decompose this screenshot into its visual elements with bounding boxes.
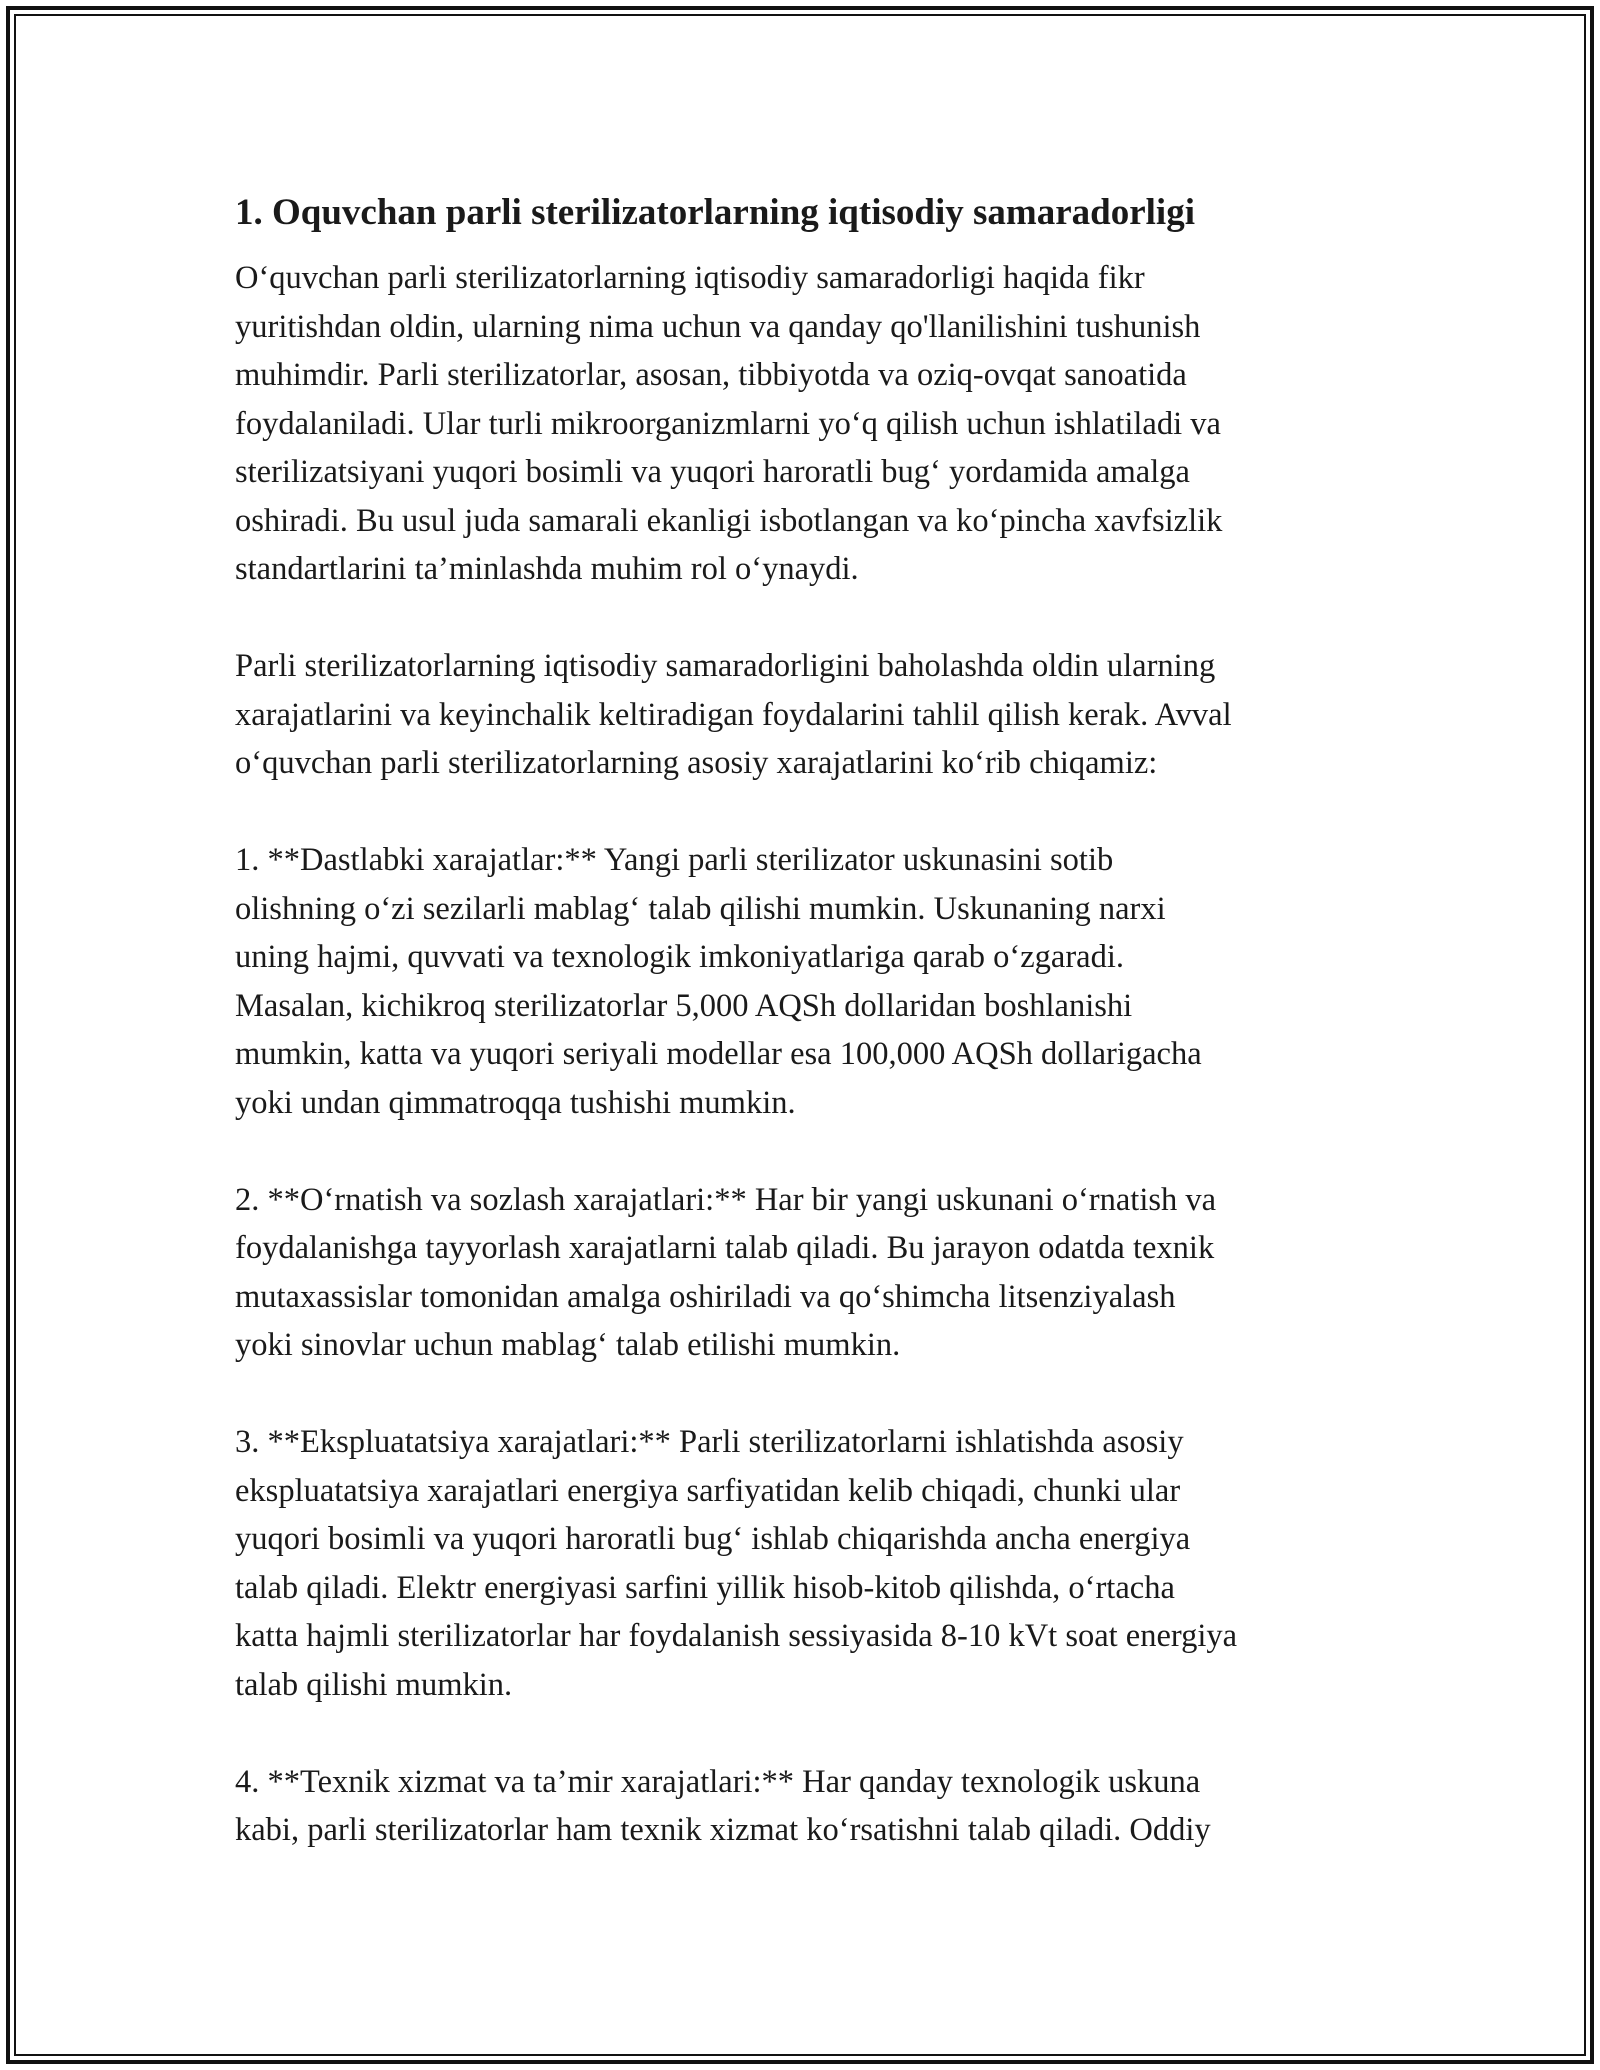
text-line: xarajatlarini va keyinchalik keltiradigan foydalarini tahlil qilish kerak. Avval (235, 696, 1232, 733)
text-line: yoki sinovlar uchun mablag‘ talab etilishi mumkin. (235, 1327, 901, 1363)
text-line: yuqori bosimli va yuqori haroratli bug‘ ishlab chiqarishda ancha energiya (235, 1521, 1191, 1557)
document-title: 1. Oquvchan parli sterilizatorlarning iqtisodiy samaradorligi (235, 192, 1195, 233)
text-line: mumkin, katta va yuqori seriyali modellar esa 100,000 AQSh dollarigacha (235, 1036, 1202, 1072)
text-line: oshiradi. Bu usul juda samarali ekanligi isbotlangan va ko‘pincha xavfsizlik (235, 502, 1223, 539)
paragraph-installation-costs (235, 1176, 1380, 1370)
paragraph-costs-intro (235, 642, 1380, 788)
text-line: katta hajmli sterilizatorlar har foydalanish sessiyasida 8-10 kVt soat energiya (235, 1618, 1238, 1654)
document-body (235, 186, 1380, 1903)
text-line: kabi, parli sterilizatorlar ham texnik xizmat ko‘rsatishni talab qiladi. Oddiy (235, 1812, 1211, 1848)
text-line: Parli sterilizatorlarning iqtisodiy samaradorligini baholashda oldin ularning (235, 648, 1216, 684)
paragraph-operating-costs (235, 1418, 1380, 1709)
text-line: mutaxassislar tomonidan amalga oshiriladi va qo‘shimcha litsenziyalash (235, 1278, 1176, 1315)
text-line: Masalan, kichikroq sterilizatorlar 5,000 AQSh dollaridan boshlanishi (235, 987, 1133, 1024)
text-line: yoki undan qimmatroqqa tushishi mumkin. (235, 1084, 796, 1121)
paragraph-initial-costs (235, 836, 1380, 1127)
text-line: 1. **Dastlabki xarajatlar:** Yangi parli sterilizator uskunasini sotib (235, 842, 1114, 878)
paragraph-intro (235, 254, 1380, 594)
text-line: talab qilishi mumkin. (235, 1666, 513, 1703)
text-line: olishning o‘zi sezilarli mablag‘ talab qilishi mumkin. Uskunaning narxi (235, 890, 1166, 927)
text-line: foydalanishga tayyorlash xarajatlarni talab qiladi. Bu jarayon odatda texnik (235, 1230, 1215, 1266)
text-line: uning hajmi, quvvati va texnologik imkoniyatlariga qarab o‘zgaradi. (235, 939, 1124, 975)
text-line: yuritishdan oldin, ularning nima uchun va qanday qo'llanilishini tushunish (235, 308, 1201, 345)
text-line: O‘quvchan parli sterilizatorlarning iqtisodiy samaradorligi haqida fikr (235, 260, 1145, 296)
text-line: 2. **O‘rnatish va sozlash xarajatlari:** Har bir yangi uskunani o‘rnatish va (235, 1181, 1217, 1218)
text-line: sterilizatsiyani yuqori bosimli va yuqori haroratli bug‘ yordamida amalga (235, 454, 1190, 490)
text-line: o‘quvchan parli sterilizatorlarning asosiy xarajatlarini ko‘rib chiqamiz: (235, 745, 1158, 781)
text-line: 4. **Texnik xizmat va ta’mir xarajatlari:** Har qanday texnologik uskuna (235, 1763, 1201, 1800)
paragraph-maintenance-costs (235, 1758, 1380, 1855)
text-line: standartlarini ta’minlashda muhim rol o‘ynaydi. (235, 551, 859, 587)
text-line: talab qiladi. Elektr energiyasi sarfini yillik hisob-kitob qilishda, o‘rtacha (235, 1569, 1175, 1606)
text-line: 3. **Ekspluatatsiya xarajatlari:** Parli sterilizatorlarni ishlatishda asosiy (235, 1424, 1184, 1460)
text-line: ekspluatatsiya xarajatlari energiya sarfiyatidan kelib chiqadi, chunki ular (235, 1472, 1181, 1509)
text-line: muhimdir. Parli sterilizatorlar, asosan, tibbiyotda va oziq-ovqat sanoatida (235, 357, 1187, 393)
text-line: foydalaniladi. Ular turli mikroorganizmlarni yo‘q qilish uchun ishlatiladi va (235, 405, 1221, 442)
